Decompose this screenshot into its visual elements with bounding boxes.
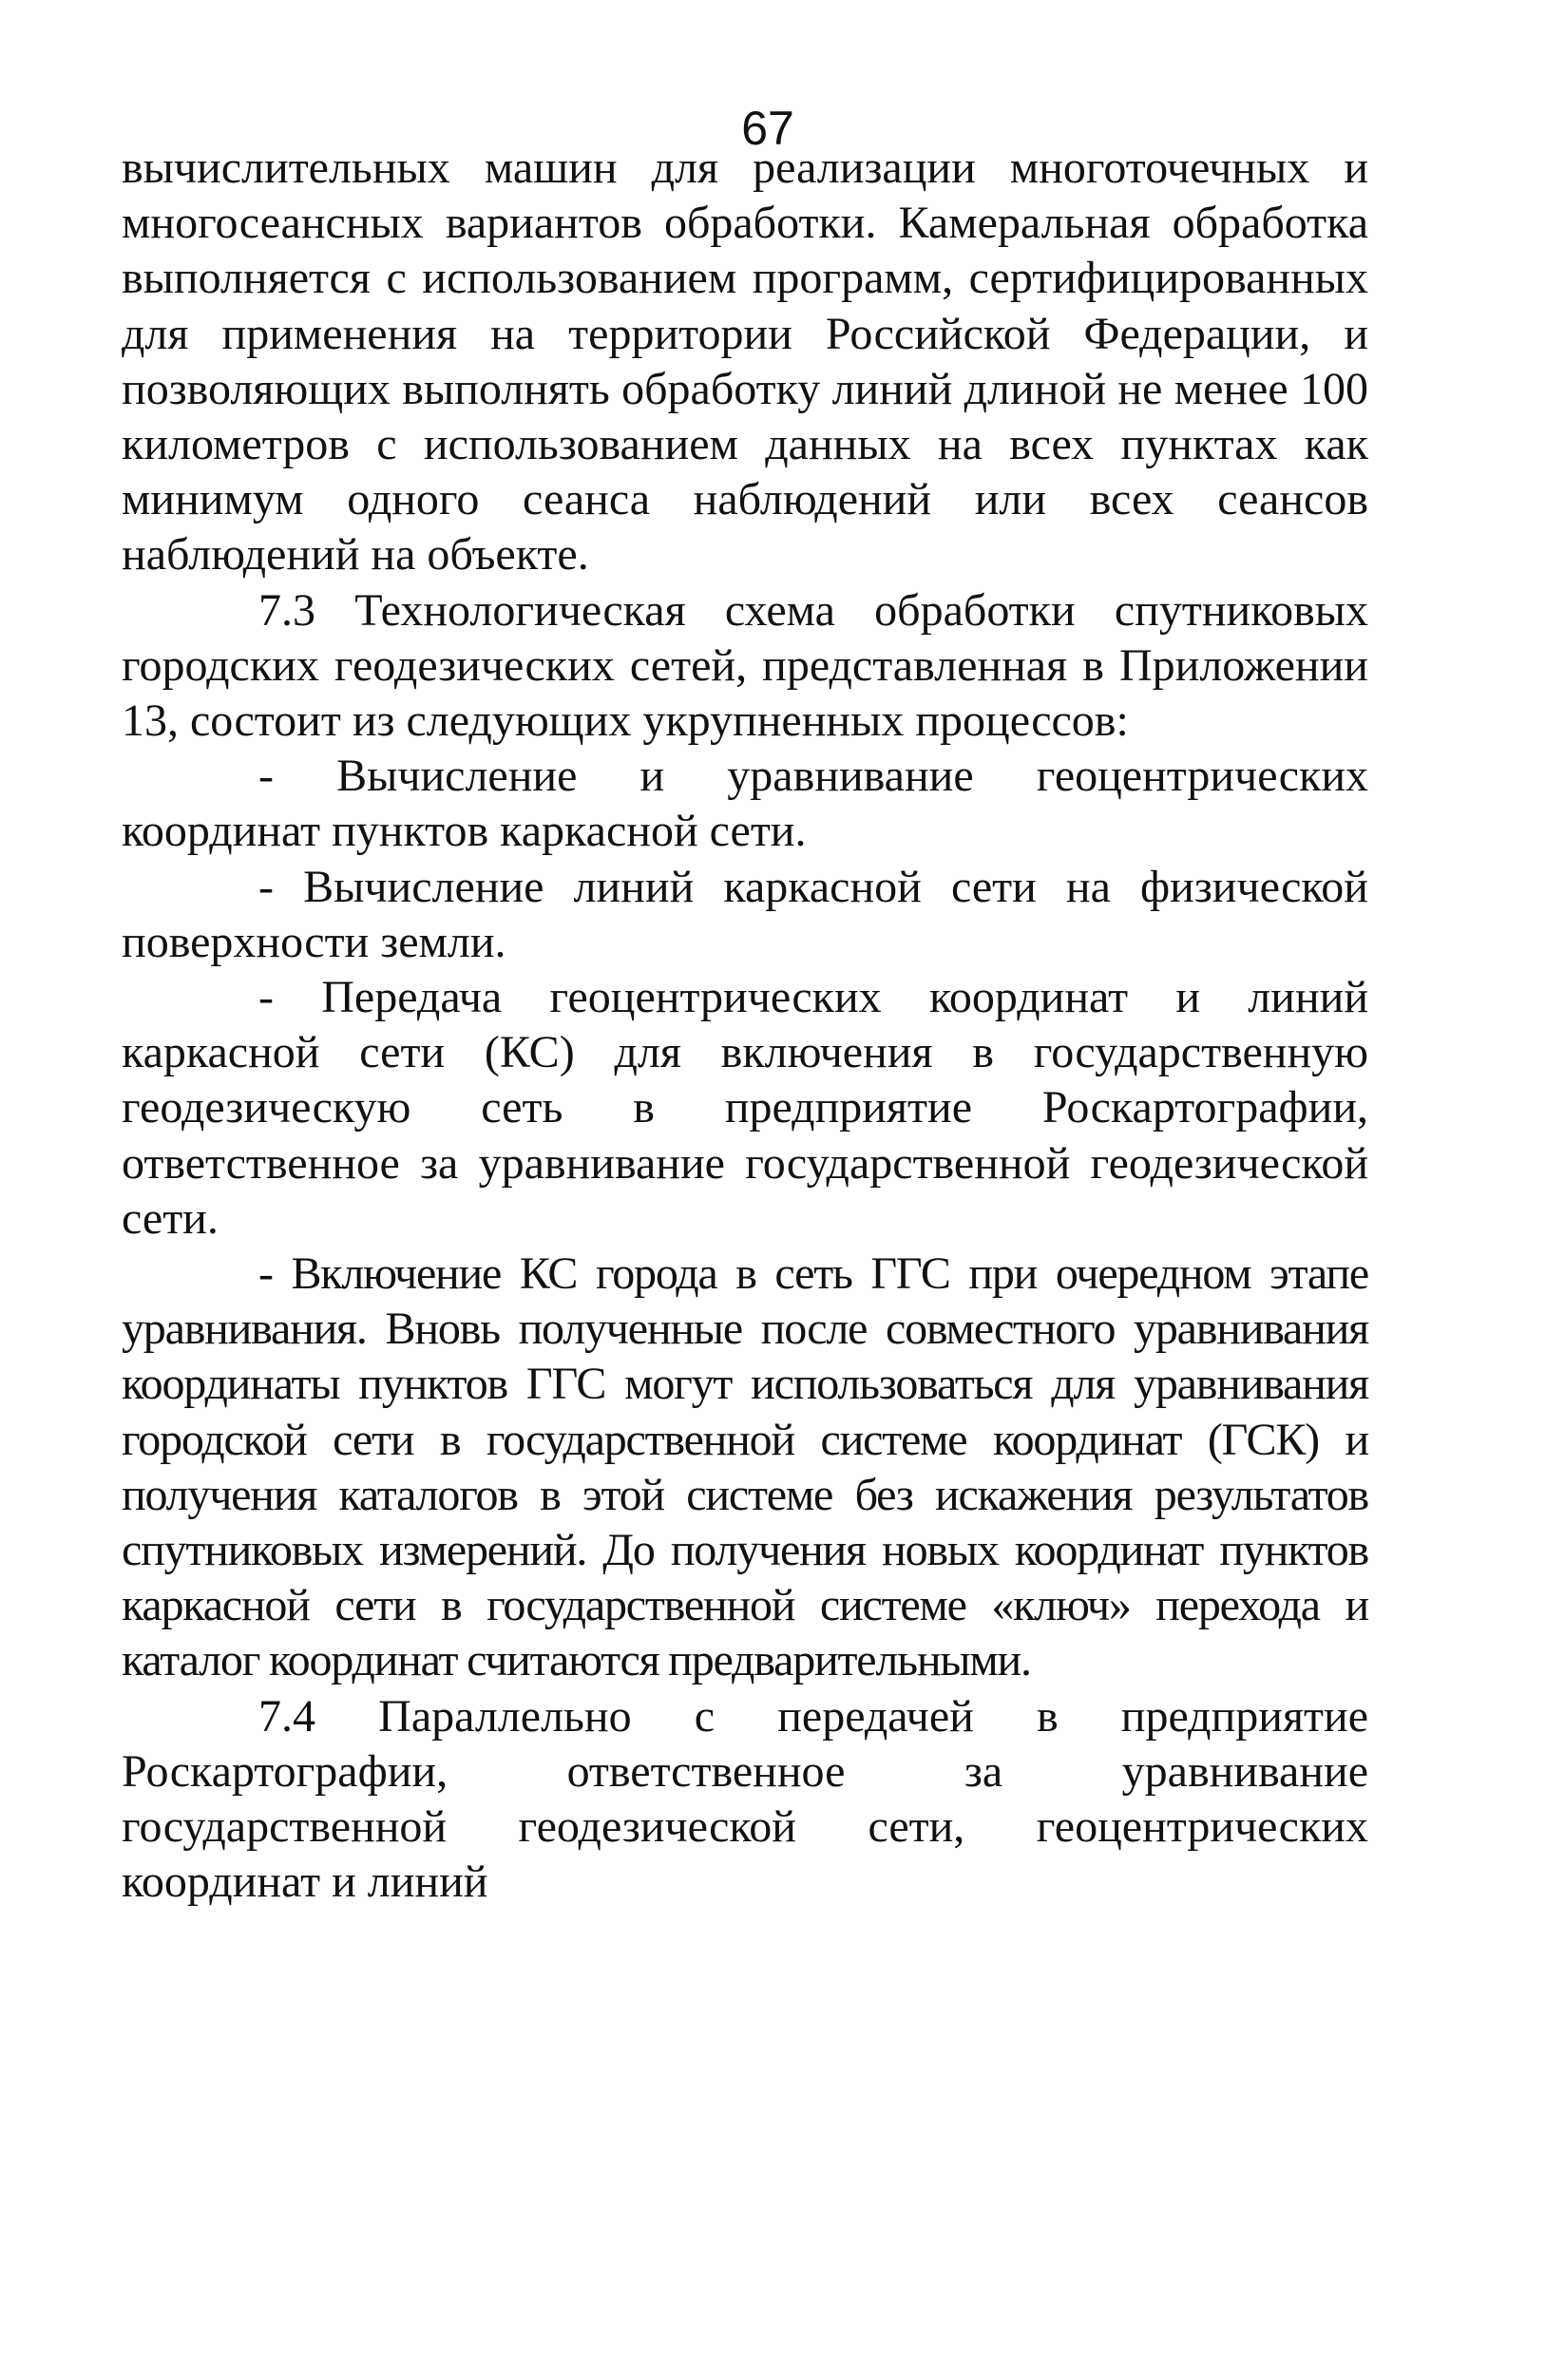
paragraph-7-4: 7.4 Параллельно с передачей в предприятие Роскартографии, ответственное за уравнивание государственной геодезической сети, геоцентрических координат и линий (122, 1690, 1368, 1908)
list-item-inclusion: - Включение КС города в сеть ГГС при очередном этапе уравнивания. Вновь полученные после совместного уравнивания координаты пунктов ГГС могут использоваться для уравнивания городской сети в государственной системе координат (ГСК) и получения каталогов в этой системе без искажения результатов спутниковых измерений. До получения новых координат пунктов каркасной сети в государственной системе «ключ» перехода и каталог координат считаются предварительными. (122, 1248, 1368, 1686)
paragraph-7-3: 7.3 Технологическая схема обработки спутниковых городских геодезических сетей, представленная в Приложении 13, состоит из следующих укрупненных процессов: (122, 584, 1368, 747)
list-item-computation: - Вычисление и уравнивание геоцентрических координат пунктов каркасной сети. (122, 751, 1368, 857)
page-number: 67 (741, 102, 794, 155)
document-body (122, 141, 1368, 1911)
list-item-transfer: - Передача геоцентрических координат и линий каркасной сети (КС) для включения в государственную геодезическую сеть в предприятие Роскартографии, ответственное за уравнивание государственной геодезической сети. (122, 972, 1368, 1244)
list-item-lines: - Вычисление линий каркасной сети на физической поверхности земли. (122, 861, 1368, 967)
paragraph-continuation: вычислительных машин для реализации многоточечных и многосеансных вариантов обработки. Камеральная обработка выполняется с использованием программ, сертифицированных для применения на территории Российской Федерации, и позволяющих выполнять обработку линий длиной не менее 100 километров с использованием данных на всех пунктах как минимум одного сеанса наблюдений или всех сеансов наблюдений на объекте. (122, 143, 1368, 581)
